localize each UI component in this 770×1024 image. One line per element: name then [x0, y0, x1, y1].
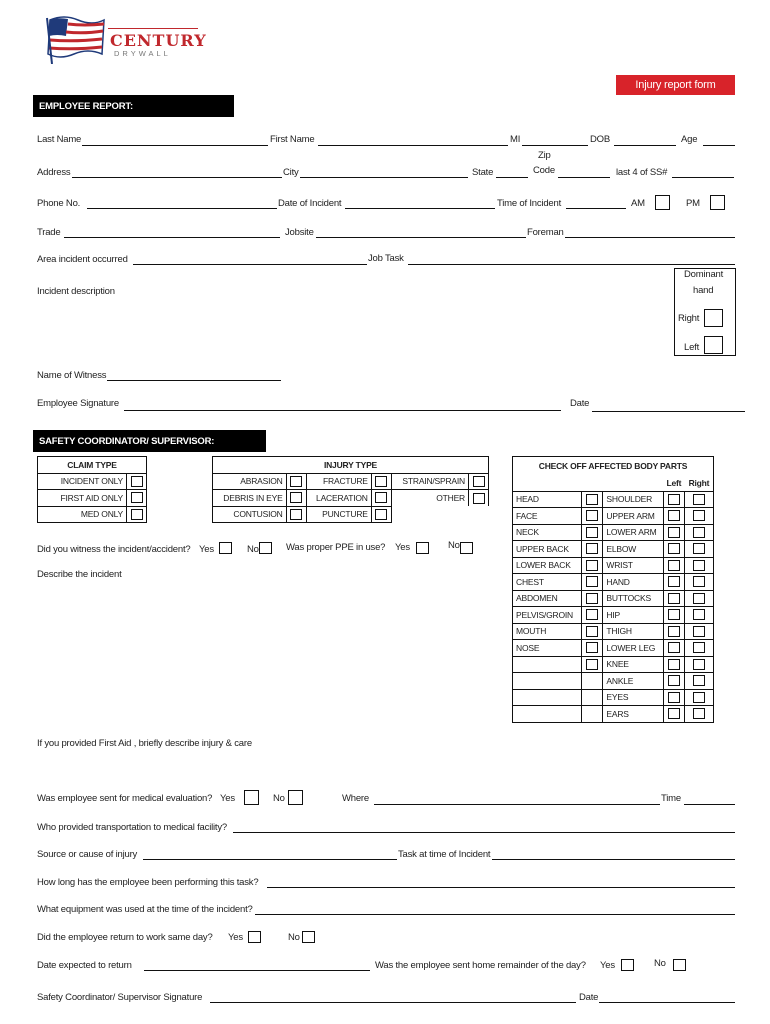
mi-label: MI: [510, 134, 521, 145]
body-part-checkbox-a[interactable]: [586, 642, 598, 653]
body-part-checkbox-right[interactable]: [693, 626, 705, 637]
body-part-checkbox-a[interactable]: [586, 560, 598, 571]
medical-yes-label: Yes: [220, 793, 235, 804]
body-part-label-a: CHEST: [513, 574, 582, 591]
signature-date-field[interactable]: [592, 411, 745, 412]
source-question: Source or cause of injury: [37, 849, 138, 860]
body-part-checkbox-left[interactable]: [668, 543, 680, 554]
body-parts-table: [512, 456, 714, 723]
sup-signature-label: Safety Coordinator/ Supervisor Signature: [37, 992, 203, 1003]
body-part-label-a: HEAD: [513, 491, 582, 508]
jobsite-label: Jobsite: [285, 227, 314, 238]
trade-field[interactable]: [64, 237, 280, 238]
signature-date-label: Date: [570, 398, 590, 409]
abrasion-checkbox[interactable]: [290, 476, 302, 487]
transport-field[interactable]: [233, 832, 735, 833]
body-part-label-a: FACE: [513, 508, 582, 525]
body-part-row: [513, 541, 714, 558]
med-only-checkbox[interactable]: [131, 509, 143, 520]
body-part-checkbox-left[interactable]: [668, 593, 680, 604]
dominant-label: Dominant: [684, 269, 724, 280]
body-part-label-b: SHOULDER: [603, 491, 663, 508]
zip-label: Zip: [538, 150, 551, 161]
body-part-checkbox-left[interactable]: [668, 609, 680, 620]
incident-desc-label: Incident description: [37, 286, 115, 297]
task-field[interactable]: [492, 859, 735, 860]
am-checkbox[interactable]: [655, 195, 670, 210]
body-part-label-a: NOSE: [513, 640, 582, 657]
foreman-label: Foreman: [527, 227, 564, 238]
body-part-checkbox-left[interactable]: [668, 708, 680, 719]
body-part-checkbox-a[interactable]: [586, 527, 598, 538]
body-part-label-b: UPPER ARM: [603, 508, 663, 525]
body-part-row: [513, 640, 714, 657]
job-task-label: Job Task: [368, 253, 404, 264]
sent-home-no-checkbox[interactable]: [673, 959, 686, 971]
body-part-row: [513, 607, 714, 624]
body-part-checkbox-left[interactable]: [668, 692, 680, 703]
first-aid-label: If you provided First Aid , briefly describe injury & care: [37, 738, 252, 749]
body-part-label-b: WRIST: [603, 557, 663, 574]
first-name-label: First Name: [270, 134, 315, 145]
fracture-checkbox[interactable]: [375, 476, 387, 487]
body-part-checkbox-right[interactable]: [693, 527, 705, 538]
body-part-row: [513, 706, 714, 723]
body-part-label-a: [513, 706, 582, 723]
sup-signature-field[interactable]: [210, 1002, 576, 1003]
claim-type-table: [37, 456, 147, 523]
address-field[interactable]: [72, 177, 282, 178]
body-part-checkbox-a[interactable]: [586, 494, 598, 505]
source-field[interactable]: [143, 859, 397, 860]
medical-question: Was employee sent for medical evaluation?: [37, 793, 213, 804]
return-no-label: No: [288, 932, 300, 943]
logo-rule: [108, 28, 198, 29]
last-name-field[interactable]: [82, 145, 268, 146]
where-field[interactable]: [374, 804, 660, 805]
transport-question: Who provided transportation to medical facility?: [37, 822, 227, 833]
sent-home-yes-label: Yes: [600, 960, 615, 971]
body-part-label-b: ELBOW: [603, 541, 663, 558]
witness-label: Name of Witness: [37, 370, 107, 381]
witness-yes-checkbox[interactable]: [219, 542, 232, 554]
claim-type-header: CLAIM TYPE: [38, 457, 147, 474]
time-incident-label: Time of Incident: [497, 198, 562, 209]
injury-contusion: CONTUSION: [213, 506, 287, 523]
how-long-field[interactable]: [267, 887, 735, 888]
first-name-field[interactable]: [318, 145, 508, 146]
body-parts-header: CHECK OFF AFFECTED BODY PARTS: [513, 457, 714, 475]
claim-type-med: MED ONLY: [38, 506, 127, 523]
body-part-checkbox-left[interactable]: [668, 560, 680, 571]
incident-only-checkbox[interactable]: [131, 476, 143, 487]
body-part-checkbox-a[interactable]: [586, 543, 598, 554]
body-part-checkbox-right[interactable]: [693, 675, 705, 686]
injury-debris: DEBRIS IN EYE: [213, 490, 287, 507]
body-part-label-b: BUTTOCKS: [603, 590, 663, 607]
task-question: Task at time of Incident: [398, 849, 491, 860]
time-field[interactable]: [684, 804, 735, 805]
body-part-label-b: LOWER ARM: [603, 524, 663, 541]
injury-strain: STRAIN/SPRAIN: [391, 473, 468, 490]
right-col-label: Right: [685, 475, 714, 492]
body-part-checkbox-left[interactable]: [668, 576, 680, 587]
body-part-checkbox-right[interactable]: [693, 642, 705, 653]
body-part-checkbox-a[interactable]: [586, 626, 598, 637]
body-part-checkbox-right[interactable]: [693, 543, 705, 554]
how-long-question: How long has the employee been performing this task?: [37, 877, 259, 888]
body-part-row: [513, 590, 714, 607]
other-checkbox[interactable]: [473, 493, 485, 504]
area-field[interactable]: [133, 264, 367, 265]
flag-logo-icon: [44, 14, 106, 64]
pm-label: PM: [686, 198, 700, 209]
age-field[interactable]: [703, 145, 735, 146]
claim-type-first-aid: FIRST AID ONLY: [38, 490, 127, 507]
body-part-checkbox-right[interactable]: [693, 576, 705, 587]
body-part-checkbox-right[interactable]: [693, 692, 705, 703]
body-part-checkbox-right[interactable]: [693, 708, 705, 719]
ppe-no-label: No: [448, 540, 460, 551]
sup-date-field[interactable]: [599, 1002, 735, 1003]
body-part-row: [513, 673, 714, 690]
job-task-field[interactable]: [408, 264, 735, 265]
phone-field[interactable]: [87, 208, 277, 209]
time-label: Time: [661, 793, 681, 804]
injury-type-table: [212, 456, 489, 523]
witness-field[interactable]: [107, 380, 281, 381]
code-label: Code: [533, 165, 555, 176]
body-part-checkbox-right[interactable]: [693, 510, 705, 521]
employee-report-header: EMPLOYEE REPORT:: [33, 95, 234, 117]
ppe-question: Was proper PPE in use?: [286, 542, 386, 553]
body-part-checkbox-right[interactable]: [693, 560, 705, 571]
body-part-label-a: [513, 656, 582, 673]
last-name-label: Last Name: [37, 134, 82, 145]
return-no-checkbox[interactable]: [302, 931, 315, 943]
ppe-yes-checkbox[interactable]: [416, 542, 429, 554]
body-part-checkbox-right[interactable]: [693, 659, 705, 670]
return-yes-label: Yes: [228, 932, 243, 943]
form-title: Injury report form: [616, 75, 735, 95]
body-part-row: [513, 689, 714, 706]
witness-question: Did you witness the incident/accident?: [37, 544, 191, 555]
injury-laceration: LACERATION: [306, 490, 371, 507]
ss-label: last 4 of SS#: [616, 167, 668, 178]
pm-checkbox[interactable]: [710, 195, 725, 210]
body-part-label-b: HAND: [603, 574, 663, 591]
body-part-label-b: THIGH: [603, 623, 663, 640]
body-part-row: [513, 656, 714, 673]
mi-field[interactable]: [522, 145, 588, 146]
medical-no-checkbox[interactable]: [288, 790, 303, 805]
sent-home-no-label: No: [654, 958, 666, 969]
injury-fracture: FRACTURE: [306, 473, 371, 490]
body-part-checkbox-left[interactable]: [668, 626, 680, 637]
sent-home-question: Was the employee sent home remainder of the day?: [375, 960, 586, 971]
body-part-label-a: NECK: [513, 524, 582, 541]
body-part-label-a: ABDOMEN: [513, 590, 582, 607]
am-label: AM: [631, 198, 645, 209]
right-hand-label: Right: [678, 313, 700, 324]
signature-field[interactable]: [124, 410, 561, 411]
signature-label: Employee Signature: [37, 398, 119, 409]
ss-field[interactable]: [672, 177, 734, 178]
body-part-checkbox-left[interactable]: [668, 494, 680, 505]
body-part-label-a: UPPER BACK: [513, 541, 582, 558]
address-label: Address: [37, 167, 71, 178]
logo-name: CENTURY: [110, 31, 207, 50]
left-col-label: Left: [663, 475, 685, 492]
right-hand-checkbox[interactable]: [704, 309, 723, 327]
puncture-checkbox[interactable]: [375, 509, 387, 520]
hand-label: hand: [693, 285, 714, 296]
contusion-checkbox[interactable]: [290, 509, 302, 520]
claim-type-incident: INCIDENT ONLY: [38, 473, 127, 490]
return-question: Did the employee return to work same day?: [37, 932, 213, 943]
time-incident-field[interactable]: [566, 208, 626, 209]
body-part-row: [513, 557, 714, 574]
where-label: Where: [342, 793, 369, 804]
equipment-question: What equipment was used at the time of the incident?: [37, 904, 253, 915]
body-part-checkbox-a[interactable]: [586, 576, 598, 587]
witness-no-label: No: [247, 544, 259, 555]
city-field[interactable]: [300, 177, 468, 178]
body-part-row: [513, 574, 714, 591]
state-field[interactable]: [496, 177, 528, 178]
witness-yes-label: Yes: [199, 544, 214, 555]
body-part-label-a: PELVIS/GROIN: [513, 607, 582, 624]
jobsite-field[interactable]: [316, 237, 526, 238]
body-part-row: [513, 524, 714, 541]
medical-no-label: No: [273, 793, 285, 804]
body-part-checkbox-left[interactable]: [668, 675, 680, 686]
first-aid-checkbox[interactable]: [131, 492, 143, 503]
ppe-yes-label: Yes: [395, 542, 410, 553]
dob-field[interactable]: [614, 145, 676, 146]
injury-other: OTHER: [391, 490, 468, 507]
date-incident-field[interactable]: [345, 208, 495, 209]
body-part-label-a: MOUTH: [513, 623, 582, 640]
equipment-field[interactable]: [255, 914, 735, 915]
body-part-checkbox-left[interactable]: [668, 510, 680, 521]
logo-sub: DRYWALL: [114, 49, 171, 58]
injury-type-header: INJURY TYPE: [213, 457, 489, 474]
ppe-no-checkbox[interactable]: [460, 542, 473, 554]
left-hand-checkbox[interactable]: [704, 336, 723, 354]
body-part-label-a: LOWER BACK: [513, 557, 582, 574]
body-part-checkbox-right[interactable]: [693, 593, 705, 604]
sup-date-label: Date: [579, 992, 599, 1003]
return-yes-checkbox[interactable]: [248, 931, 261, 943]
supervisor-header: SAFETY COORDINATOR/ SUPERVISOR:: [33, 430, 266, 452]
body-part-label-a: [513, 673, 582, 690]
expected-return-field[interactable]: [144, 970, 370, 971]
body-part-label-b: EARS: [603, 706, 663, 723]
body-part-checkbox-a[interactable]: [586, 593, 598, 604]
body-part-label-b: KNEE: [603, 656, 663, 673]
body-part-row: [513, 623, 714, 640]
area-label: Area incident occurred: [37, 254, 128, 265]
debris-checkbox[interactable]: [290, 492, 302, 503]
expected-return-label: Date expected to return: [37, 960, 132, 971]
zip-field[interactable]: [558, 177, 610, 178]
injury-puncture: PUNCTURE: [306, 506, 371, 523]
date-incident-label: Date of Incident: [278, 198, 342, 209]
laceration-checkbox[interactable]: [375, 492, 387, 503]
body-part-row: [513, 491, 714, 508]
body-part-checkbox-left[interactable]: [668, 527, 680, 538]
dob-label: DOB: [590, 134, 610, 145]
body-part-label-b: EYES: [603, 689, 663, 706]
sent-home-yes-checkbox[interactable]: [621, 959, 634, 971]
body-part-checkbox-a[interactable]: [586, 609, 598, 620]
body-part-label-b: LOWER LEG: [603, 640, 663, 657]
witness-no-checkbox[interactable]: [259, 542, 272, 554]
left-hand-label: Left: [684, 342, 700, 353]
body-part-checkbox-right[interactable]: [693, 609, 705, 620]
injury-abrasion: ABRASION: [213, 473, 287, 490]
phone-label: Phone No.: [37, 198, 81, 209]
strain-checkbox[interactable]: [473, 476, 485, 487]
trade-label: Trade: [37, 227, 61, 238]
body-part-checkbox-left[interactable]: [668, 642, 680, 653]
body-part-row: [513, 508, 714, 525]
foreman-field[interactable]: [565, 237, 735, 238]
body-part-label-a: [513, 689, 582, 706]
medical-yes-checkbox[interactable]: [244, 790, 259, 805]
body-part-checkbox-a[interactable]: [586, 510, 598, 521]
describe-label: Describe the incident: [37, 569, 122, 580]
age-label: Age: [681, 134, 698, 145]
body-part-checkbox-a[interactable]: [586, 659, 598, 670]
body-part-label-b: ANKLE: [603, 673, 663, 690]
state-label: State: [472, 167, 494, 178]
body-part-checkbox-left[interactable]: [668, 659, 680, 670]
body-part-label-b: HIP: [603, 607, 663, 624]
city-label: City: [283, 167, 299, 178]
body-part-checkbox-right[interactable]: [693, 494, 705, 505]
